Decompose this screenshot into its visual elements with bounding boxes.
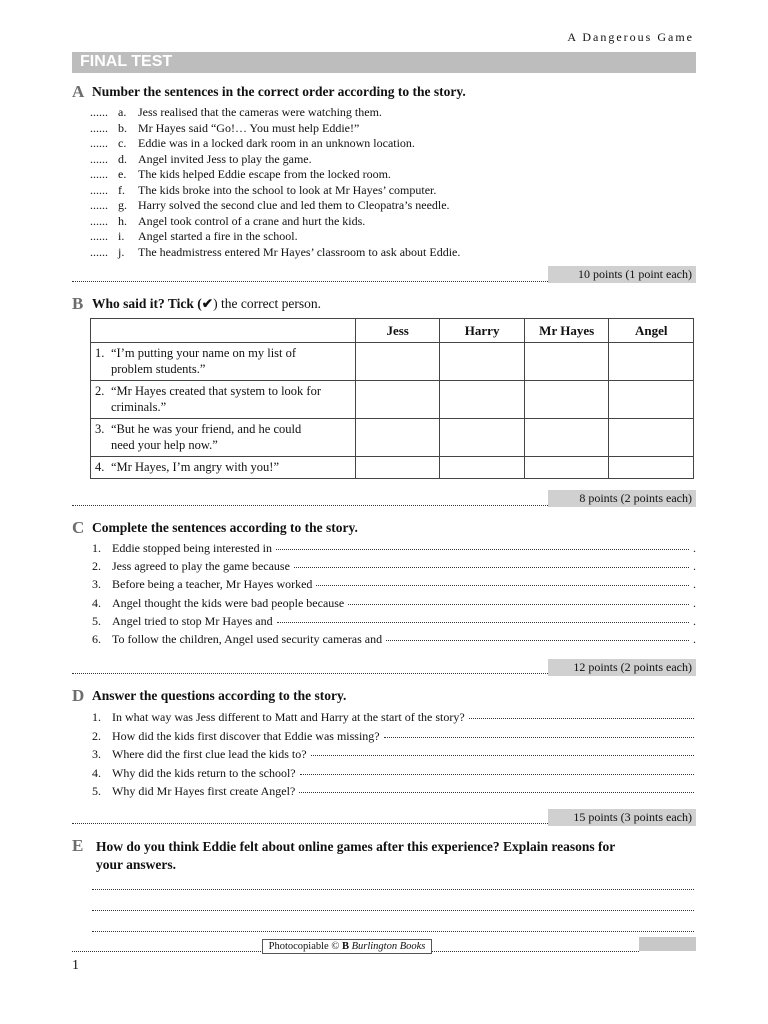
tick-cell-harry[interactable] xyxy=(440,457,525,479)
end-mark: . xyxy=(693,595,696,610)
list-item xyxy=(92,729,694,748)
tick-cell-harry[interactable] xyxy=(440,343,525,381)
tick-cell-mr-hayes[interactable] xyxy=(524,381,609,419)
list-item xyxy=(90,198,460,214)
points-badge: 12 points (2 points each) xyxy=(548,659,696,676)
score-box xyxy=(639,937,696,951)
item-number: 3. xyxy=(92,577,101,592)
publisher-logo-icon: B xyxy=(341,941,349,952)
section-c-heading xyxy=(72,518,84,538)
section-d-title: Answer the questions according to the story. xyxy=(92,688,347,703)
item-text: Jess realised that the cameras were watching them. xyxy=(138,105,382,119)
section-e-title-line: How do you think Eddie felt about online games after this experience? Explain reasons for xyxy=(96,839,616,854)
quote-line: criminals.” xyxy=(111,400,167,414)
section-b-title-start: Who said it? Tick ( xyxy=(92,296,202,311)
item-text: The headmistress entered Mr Hayes’ classroom to ask about Eddie. xyxy=(138,244,461,259)
row-number: 2. xyxy=(95,384,105,398)
item-number: 6. xyxy=(92,631,101,646)
list-item xyxy=(90,183,460,199)
section-a-title: Number the sentences in the correct order according to the story. xyxy=(92,84,466,99)
item-number: 5. xyxy=(92,784,101,798)
section-b-title-end: ) the correct person. xyxy=(213,296,322,311)
end-mark: . xyxy=(693,613,696,628)
photocopiable-notice xyxy=(262,939,432,954)
list-item xyxy=(92,559,696,577)
table-row xyxy=(91,381,694,419)
item-letter: a. xyxy=(118,105,127,119)
tick-cell-mr-hayes[interactable] xyxy=(524,343,609,381)
tick-cell-jess[interactable] xyxy=(355,457,439,479)
item-text: Angel invited Jess to play the game. xyxy=(138,151,312,166)
item-text: Why did Mr Hayes first create Angel? xyxy=(112,784,296,798)
who-said-it-table xyxy=(90,318,694,479)
tick-cell-jess[interactable] xyxy=(355,343,439,381)
item-text: Mr Hayes said “Go!… You must help Eddie!” xyxy=(138,120,360,135)
table-header-row xyxy=(91,319,694,343)
item-text: In what way was Jess different to Matt and Harry at the start of the story? xyxy=(112,710,465,724)
item-text: Angel tried to stop Mr Hayes and xyxy=(112,613,273,628)
list-item xyxy=(92,577,696,595)
divider xyxy=(72,505,548,506)
item-letter: f. xyxy=(118,182,125,197)
section-e-title-line: your answers. xyxy=(96,857,177,872)
list-item xyxy=(92,596,696,614)
divider xyxy=(72,673,548,674)
section-e-title xyxy=(96,838,696,874)
quote-line: “Mr Hayes, I’m angry with you!” xyxy=(111,460,280,474)
item-text: Where did the first clue lead the kids to? xyxy=(112,747,307,761)
item-letter: b. xyxy=(118,120,127,135)
list-item xyxy=(90,245,460,261)
order-blank[interactable]: ...... xyxy=(90,120,108,135)
quote-cell xyxy=(91,419,356,457)
answer-blank[interactable] xyxy=(316,577,689,586)
end-mark: . xyxy=(693,631,696,646)
section-d-heading xyxy=(72,686,84,706)
list-item xyxy=(92,710,694,729)
section-a-list xyxy=(90,105,460,260)
item-number: 2. xyxy=(92,728,101,743)
item-text: Eddie was in a locked dark room in an unknown location. xyxy=(138,136,415,150)
list-item xyxy=(90,167,460,183)
item-text: Angel thought the kids were bad people because xyxy=(112,595,345,610)
item-text: Angel started a fire in the school. xyxy=(138,229,298,243)
item-number: 5. xyxy=(92,613,101,628)
item-letter: d. xyxy=(118,151,127,166)
tick-cell-mr-hayes[interactable] xyxy=(524,457,609,479)
section-b-heading xyxy=(72,294,83,314)
end-mark: . xyxy=(693,577,696,592)
table-row xyxy=(91,457,694,479)
item-text: Angel took control of a crane and hurt the kids. xyxy=(138,213,366,228)
item-text: To follow the children, Angel used security cameras and xyxy=(112,631,383,646)
section-letter: E xyxy=(72,836,84,855)
answer-blank[interactable] xyxy=(469,710,694,719)
section-a-heading xyxy=(72,82,84,102)
item-letter: i. xyxy=(118,229,125,243)
answer-blank[interactable] xyxy=(276,541,689,550)
item-text: Why did the kids return to the school? xyxy=(112,765,296,780)
end-mark: . xyxy=(693,541,696,555)
section-b-title xyxy=(92,296,321,312)
item-letter: j. xyxy=(118,244,125,259)
item-text: Before being a teacher, Mr Hayes worked xyxy=(112,577,313,592)
item-number: 3. xyxy=(92,747,101,761)
quote-cell xyxy=(91,343,356,381)
order-blank[interactable]: ...... xyxy=(90,229,108,243)
quote-line: “But he was your friend, and he could xyxy=(111,422,302,436)
item-text: The kids helped Eddie escape from the locked room. xyxy=(138,167,391,181)
tick-cell-harry[interactable] xyxy=(440,419,525,457)
order-blank[interactable]: ...... xyxy=(90,151,108,166)
table-row xyxy=(91,343,694,381)
quote-line: “I’m putting your name on my list of xyxy=(111,346,297,360)
item-text: Eddie stopped being interested in xyxy=(112,541,272,555)
item-letter: c. xyxy=(118,136,127,150)
points-badge: 10 points (1 point each) xyxy=(548,266,696,283)
item-number: 1. xyxy=(92,710,101,724)
list-item xyxy=(92,541,696,559)
list-item xyxy=(90,152,460,168)
table-row xyxy=(91,419,694,457)
section-letter: D xyxy=(72,686,85,705)
points-badge: 8 points (2 points each) xyxy=(548,490,696,507)
photocopy-text: Photocopiable © xyxy=(268,941,340,952)
item-number: 4. xyxy=(92,765,101,780)
list-item xyxy=(92,614,696,632)
item-text: How did the kids first discover that Eddie was missing? xyxy=(112,728,380,743)
list-item xyxy=(90,121,460,137)
tick-cell-angel[interactable] xyxy=(609,381,694,419)
section-c-title: Complete the sentences according to the story. xyxy=(92,520,358,535)
order-blank[interactable]: ...... xyxy=(90,198,108,212)
answer-blank[interactable] xyxy=(386,632,689,641)
col-harry: Harry xyxy=(440,319,525,343)
tick-cell-jess[interactable] xyxy=(355,419,439,457)
section-letter: B xyxy=(72,294,84,313)
item-letter: h. xyxy=(118,213,127,228)
publisher-name: Burlington Books xyxy=(351,941,426,952)
test-title: FINAL TEST xyxy=(80,53,173,70)
item-text: Harry solved the second clue and led them to Cleopatra’s needle. xyxy=(138,198,450,212)
answer-line[interactable] xyxy=(92,931,694,932)
order-blank[interactable]: ...... xyxy=(90,213,108,228)
list-item xyxy=(90,214,460,230)
order-blank[interactable]: ...... xyxy=(90,244,108,259)
item-number: 2. xyxy=(92,559,101,574)
section-letter: C xyxy=(72,518,85,537)
answer-blank[interactable] xyxy=(294,559,689,568)
col-jess: Jess xyxy=(355,319,439,343)
section-letter: A xyxy=(72,82,85,101)
quote-cell xyxy=(91,457,356,479)
quote-cell xyxy=(91,381,356,419)
book-title: A Dangerous Game xyxy=(567,30,694,44)
tick-cell-angel[interactable] xyxy=(609,457,694,479)
row-number: 3. xyxy=(95,422,105,436)
item-number: 1. xyxy=(92,541,101,555)
order-blank[interactable]: ...... xyxy=(90,136,108,150)
list-item xyxy=(92,632,696,650)
item-number: 4. xyxy=(92,595,101,610)
end-mark: . xyxy=(693,559,696,574)
col-mr-hayes: Mr Hayes xyxy=(524,319,609,343)
quote-line: need your help now.” xyxy=(111,438,218,452)
tick-cell-angel[interactable] xyxy=(609,419,694,457)
item-letter: e. xyxy=(118,167,127,181)
answer-blank[interactable] xyxy=(311,747,694,756)
divider xyxy=(72,823,548,824)
list-item xyxy=(90,105,460,121)
answer-blank[interactable] xyxy=(299,784,694,793)
col-angel: Angel xyxy=(609,319,694,343)
item-text: The kids broke into the school to look at Mr Hayes’ computer. xyxy=(138,182,437,197)
tick-cell-jess[interactable] xyxy=(355,381,439,419)
section-e-heading xyxy=(72,836,83,856)
quote-line: problem students.” xyxy=(111,362,206,376)
list-item xyxy=(90,229,460,245)
points-badge: 15 points (3 points each) xyxy=(548,809,696,826)
blank-header-cell xyxy=(91,319,356,343)
page-number: 1 xyxy=(72,958,79,973)
divider xyxy=(72,281,548,282)
item-text: Jess agreed to play the game because xyxy=(112,559,290,574)
list-item xyxy=(92,747,694,766)
list-item xyxy=(90,136,460,152)
order-blank[interactable]: ...... xyxy=(90,182,108,197)
tick-cell-mr-hayes[interactable] xyxy=(524,419,609,457)
row-number: 1. xyxy=(95,346,105,360)
list-item xyxy=(92,766,694,785)
final-test-banner xyxy=(72,52,696,73)
tick-cell-harry[interactable] xyxy=(440,381,525,419)
list-item xyxy=(92,784,694,803)
section-d-list xyxy=(92,710,694,803)
section-c-list xyxy=(92,541,696,650)
quote-line: “Mr Hayes created that system to look for xyxy=(111,384,322,398)
answer-blank[interactable] xyxy=(384,729,694,738)
answer-blank[interactable] xyxy=(277,614,689,623)
order-blank[interactable]: ...... xyxy=(90,167,108,181)
answer-line[interactable] xyxy=(92,910,694,911)
row-number: 4. xyxy=(95,460,105,474)
answer-blank[interactable] xyxy=(348,596,689,605)
tick-cell-angel[interactable] xyxy=(609,343,694,381)
answer-blank[interactable] xyxy=(300,766,694,775)
order-blank[interactable]: ...... xyxy=(90,105,108,119)
tick-icon: ✔ xyxy=(201,296,214,311)
answer-line[interactable] xyxy=(92,889,694,890)
item-letter: g. xyxy=(118,198,127,212)
